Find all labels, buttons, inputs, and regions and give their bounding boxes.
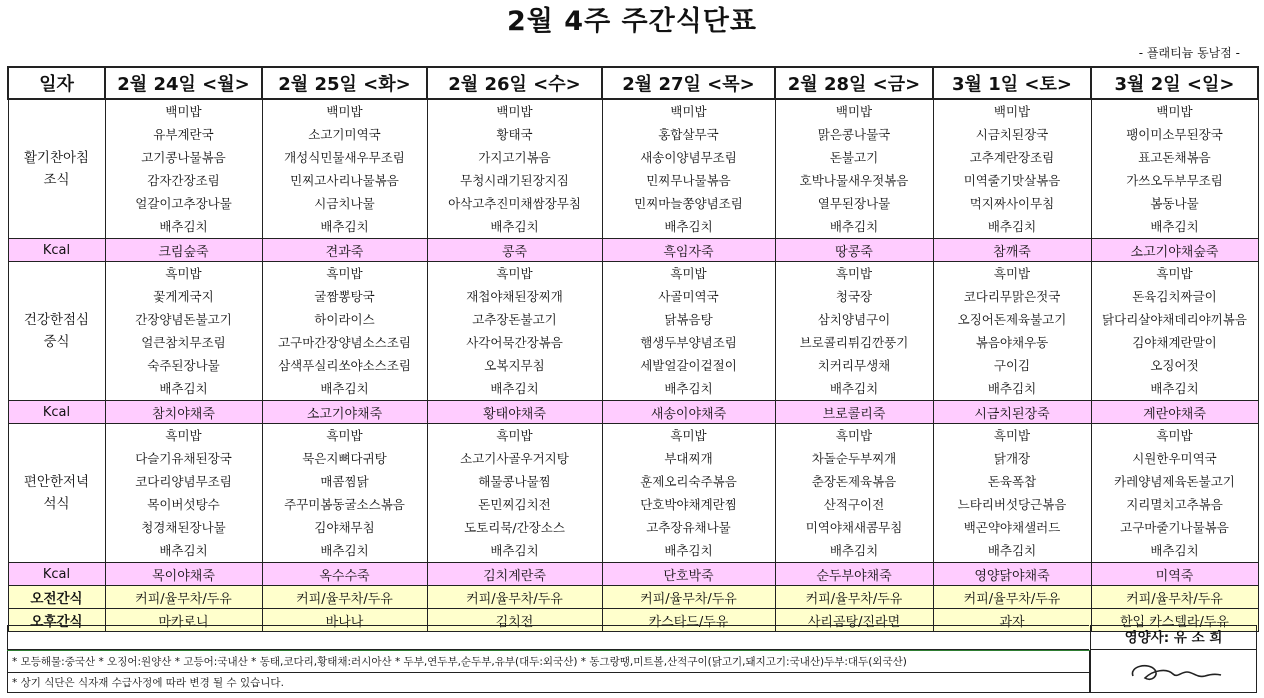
dish-item: 백미밥 xyxy=(670,104,707,119)
dish-item: 간장양념돈불고기 xyxy=(135,312,232,327)
morning-snack-cell: 커피/율무차/두유 xyxy=(262,586,427,609)
dish-item: 춘장돈제육볶음 xyxy=(811,474,897,489)
kcal-label: Kcal xyxy=(8,239,105,262)
breakfast-row xyxy=(8,99,1258,239)
afternoon-snack-cell: 카스타드/두유 xyxy=(602,609,775,632)
dish-item: 민찌무나물볶음 xyxy=(646,173,731,188)
dish-item: 호박나물새우젓볶음 xyxy=(799,173,909,188)
dish-item: 백미밥 xyxy=(165,104,202,119)
porridge-cell: 참깨죽 xyxy=(933,239,1091,262)
day-header: 2월 24일 <월> xyxy=(105,67,262,99)
dish-item: 고추계란장조림 xyxy=(969,150,1055,165)
porridge-cell: 흑임자죽 xyxy=(602,239,775,262)
dish-item: 흑미밥 xyxy=(496,428,533,443)
blank-note-row xyxy=(7,625,1089,650)
breakfast-menu-cell xyxy=(775,99,933,239)
porridge-cell: 황태야채죽 xyxy=(427,401,602,424)
dish-item: 다슬기유채된장국 xyxy=(135,451,232,466)
dish-item: 숙주된장나물 xyxy=(147,358,220,373)
dish-item: 소고기미역국 xyxy=(308,127,381,142)
dish-item: 치커리무생채 xyxy=(817,358,891,373)
dinner-menu-cell xyxy=(602,424,775,563)
dish-item: 지리멸치고추볶음 xyxy=(1126,497,1223,512)
dish-item: 코다리양념무조림 xyxy=(135,474,232,489)
lunch-menu-cell xyxy=(427,262,602,401)
dish-item: 배추김치 xyxy=(987,543,1037,558)
dish-item: 브로콜리튀김깐풍기 xyxy=(799,335,909,350)
porridge-cell: 단호박죽 xyxy=(602,563,775,586)
lunch-menu-cell xyxy=(602,262,775,401)
dinner-label xyxy=(8,424,105,563)
dish-item: 고추장돈불고기 xyxy=(472,312,557,327)
dish-item: 흑미밥 xyxy=(496,266,533,281)
dish-item: 돈육김치짜글이 xyxy=(1132,289,1217,304)
dietitian-name: 영양사: 유 소 희 xyxy=(1090,625,1257,650)
dish-item: 오복지무침 xyxy=(484,358,545,373)
morning-snack-cell: 커피/율무차/두유 xyxy=(933,586,1091,609)
dish-item: 산적구이전 xyxy=(823,497,885,512)
dinner-menu-cell xyxy=(775,424,933,563)
dish-item: 백미밥 xyxy=(835,104,873,119)
porridge-cell: 시금치된장죽 xyxy=(933,401,1091,424)
dish-item: 백미밥 xyxy=(326,104,363,119)
dish-item: 배추김치 xyxy=(320,543,369,558)
afternoon-snack-cell: 마카로니 xyxy=(105,609,262,632)
meal-label-main: 활기찬아침 xyxy=(23,150,90,166)
dish-item: 김야채무침 xyxy=(314,520,375,535)
breakfast-menu-cell xyxy=(427,99,602,239)
morning-snack-label: 오전간식 xyxy=(8,586,105,609)
dish-item: 느타리버섯당근볶음 xyxy=(957,497,1067,512)
dish-item: 꽃게게국지 xyxy=(153,289,214,304)
dish-item: 고구마줄기나물볶음 xyxy=(1120,520,1229,535)
dish-item: 목이버섯탕수 xyxy=(147,497,220,512)
dish-item: 아삭고추진미채쌈장무침 xyxy=(448,196,581,211)
porridge-cell: 소고기야채숲죽 xyxy=(1091,239,1258,262)
dish-item: 미역야채새콤무침 xyxy=(805,520,903,535)
dish-item: 얼갈이고추장나물 xyxy=(135,196,232,211)
dish-item: 흑미밥 xyxy=(835,428,873,443)
dish-item: 흑미밥 xyxy=(165,428,202,443)
breakfast-menu-cell xyxy=(105,99,262,239)
dish-item: 흑미밥 xyxy=(1156,266,1193,281)
day-header: 2월 25일 <화> xyxy=(262,67,427,99)
dish-item: 유부계란국 xyxy=(153,127,214,142)
lunch-menu-cell xyxy=(262,262,427,401)
dish-item: 감자간장조림 xyxy=(147,173,220,188)
dinner-row xyxy=(8,424,1258,563)
dish-item: 백미밥 xyxy=(496,104,533,119)
dish-item: 사각어묵간장볶음 xyxy=(466,335,563,350)
dish-item: 흑미밥 xyxy=(670,266,707,281)
dish-item: 김야채계란말이 xyxy=(1132,335,1217,350)
dish-item: 시금치된장국 xyxy=(975,127,1049,142)
dish-item: 배추김치 xyxy=(829,219,879,234)
dish-item: 배추김치 xyxy=(320,381,369,396)
meal-label-main: 편안한저녁 xyxy=(23,474,90,490)
dish-item: 배추김치 xyxy=(664,381,713,396)
dish-item: 카레양념제육돈불고기 xyxy=(1114,474,1235,489)
day-header: 2월 26일 <수> xyxy=(427,67,602,99)
dish-item: 배추김치 xyxy=(159,543,208,558)
change-note: * 상기 식단은 식자재 수급사정에 따라 변경 될 수 있습니다. xyxy=(7,673,1090,693)
dish-item: 배추김치 xyxy=(159,219,208,234)
date-header: 일자 xyxy=(8,67,105,99)
dish-item: 볶음야채우동 xyxy=(975,335,1049,350)
porridge-cell: 순두부야채죽 xyxy=(775,563,933,586)
porridge-cell: 목이야채죽 xyxy=(105,563,262,586)
branch-name: - 플래티늄 동남점 - xyxy=(1138,46,1240,60)
kcal-label: Kcal xyxy=(8,563,105,586)
dish-item: 돈불고기 xyxy=(829,150,879,165)
dish-item: 배추김치 xyxy=(987,381,1037,396)
morning-snack-cell: 커피/율무차/두유 xyxy=(105,586,262,609)
dish-item: 배추김치 xyxy=(664,219,713,234)
porridge-cell: 계란야채죽 xyxy=(1091,401,1258,424)
dish-item: 도토리묵/간장소스 xyxy=(464,520,565,535)
dinner-menu-cell xyxy=(105,424,262,563)
dish-item: 흑미밥 xyxy=(670,428,707,443)
dinner-menu-cell xyxy=(262,424,427,563)
porridge-cell: 김치계란죽 xyxy=(427,563,602,586)
dish-item: 흑미밥 xyxy=(165,266,202,281)
afternoon-snack-cell: 과자 xyxy=(933,609,1091,632)
dish-item: 가쓰오두부무조림 xyxy=(1126,173,1223,188)
day-header: 2월 27일 <목> xyxy=(602,67,775,99)
day-header: 3월 2일 <일> xyxy=(1091,67,1258,99)
dish-item: 홍합살무국 xyxy=(658,127,719,142)
porridge-cell: 참치야채죽 xyxy=(105,401,262,424)
porridge-cell: 미역죽 xyxy=(1091,563,1258,586)
kcal-label: Kcal xyxy=(8,401,105,424)
porridge-cell: 땅콩죽 xyxy=(775,239,933,262)
morning-snack-cell: 커피/율무차/두유 xyxy=(775,586,933,609)
dish-item: 배추김치 xyxy=(829,543,879,558)
porridge-cell: 옥수수죽 xyxy=(262,563,427,586)
signature-box xyxy=(1090,650,1257,693)
dish-item: 배추김치 xyxy=(320,219,369,234)
dinner-porridge-row xyxy=(8,563,1258,586)
dish-item: 배추김치 xyxy=(159,381,208,396)
lunch-label xyxy=(8,262,105,401)
dish-item: 배추김치 xyxy=(490,219,539,234)
dish-item: 봄동나물 xyxy=(1150,196,1199,211)
dish-item: 닭다리살야채데리야끼볶음 xyxy=(1102,312,1247,327)
lunch-menu-cell xyxy=(933,262,1091,401)
porridge-cell: 영양닭야채죽 xyxy=(933,563,1091,586)
meal-label-sub: 조식 xyxy=(43,172,70,188)
dish-item: 고추장유채나물 xyxy=(646,520,731,535)
afternoon-snack-cell: 사리곰탕/진라면 xyxy=(775,609,933,632)
dish-item: 흑미밥 xyxy=(326,428,363,443)
dish-item: 재첩야채된장찌개 xyxy=(466,289,563,304)
dish-item: 구이김 xyxy=(993,358,1031,373)
dish-item: 흑미밥 xyxy=(993,266,1031,281)
meal-label-sub: 석식 xyxy=(43,496,70,512)
dish-item: 흑미밥 xyxy=(1156,428,1193,443)
dish-item: 굴짬뽕탕국 xyxy=(314,289,375,304)
dish-item: 배추김치 xyxy=(490,381,539,396)
breakfast-label xyxy=(8,99,105,239)
dish-item: 백곤약야채샐러드 xyxy=(963,520,1061,535)
dish-item: 삼색푸실리쏘야소스조림 xyxy=(278,358,411,373)
day-header: 2월 28일 <금> xyxy=(775,67,933,99)
lunch-menu-cell xyxy=(105,262,262,401)
porridge-cell: 콩죽 xyxy=(427,239,602,262)
dish-item: 미역줄기맛살볶음 xyxy=(963,173,1061,188)
morning-snack-cell: 커피/율무차/두유 xyxy=(602,586,775,609)
dish-item: 고기콩나물볶음 xyxy=(141,150,226,165)
page-title: 2월 4주 주간식단표 xyxy=(507,6,757,37)
dish-item: 시금치나물 xyxy=(314,196,375,211)
dish-item: 흑미밥 xyxy=(326,266,363,281)
dish-item: 청경채된장나물 xyxy=(141,520,226,535)
dish-item: 오징어젓 xyxy=(1150,358,1199,373)
dish-item: 돈민찌김치전 xyxy=(478,497,551,512)
meal-label-main: 건강한점심 xyxy=(23,312,90,328)
breakfast-menu-cell xyxy=(262,99,427,239)
breakfast-menu-cell xyxy=(602,99,775,239)
porridge-cell: 크림숲죽 xyxy=(105,239,262,262)
origin-note: * 모등해물:중국산 * 오징어:원양산 * 고등어:국내산 * 동태,코다리,황태채:러시아산 * 두부,연두부,순두부,유부(대두:외국산) * 동그랑땡,미트볼,산적구이(닭고기,돼지고기:국내산)두부:대두(외국산) xyxy=(7,651,1090,673)
footer xyxy=(7,625,1257,693)
afternoon-snack-cell: 바나나 xyxy=(262,609,427,632)
afternoon-snack-label: 오후간식 xyxy=(8,609,105,632)
dish-item: 배추김치 xyxy=(987,219,1037,234)
afternoon-snack-cell: 한입 카스텔라/두유 xyxy=(1091,609,1258,632)
breakfast-menu-cell xyxy=(933,99,1091,239)
dish-item: 닭개장 xyxy=(993,451,1031,466)
dish-item: 코다리무맑은젓국 xyxy=(963,289,1061,304)
dish-item: 매콤찜닭 xyxy=(320,474,369,489)
dish-item: 오징어돈제육불고기 xyxy=(957,312,1067,327)
dish-item: 하이라이스 xyxy=(314,312,375,327)
dish-item: 배추김치 xyxy=(829,381,879,396)
day-header: 3월 1일 <토> xyxy=(933,67,1091,99)
weekly-menu-table xyxy=(7,66,1259,632)
dish-item: 배추김치 xyxy=(1150,219,1199,234)
dish-item: 단호박야채계란찜 xyxy=(640,497,737,512)
dish-item: 표고돈채볶음 xyxy=(1138,150,1211,165)
dish-item: 소고기사골우거지탕 xyxy=(460,451,569,466)
dish-item: 시원한우미역국 xyxy=(1132,451,1217,466)
dish-item: 부대찌개 xyxy=(664,451,713,466)
header-row xyxy=(8,67,1258,99)
dish-item: 햄생두부양념조림 xyxy=(640,335,737,350)
dish-item: 민찌고사리나물볶음 xyxy=(290,173,399,188)
dinner-menu-cell xyxy=(933,424,1091,563)
signature-image xyxy=(1127,656,1223,688)
lunch-menu-cell xyxy=(775,262,933,401)
dish-item: 배추김치 xyxy=(1150,543,1199,558)
dish-item: 개성식민물새우무조림 xyxy=(284,150,405,165)
breakfast-porridge-row xyxy=(8,239,1258,262)
dish-item: 흑미밥 xyxy=(993,428,1031,443)
meal-label-sub: 중식 xyxy=(43,334,70,350)
dish-item: 얼큰참치무조림 xyxy=(141,335,226,350)
dish-item: 맑은콩나물국 xyxy=(817,127,891,142)
porridge-cell: 견과죽 xyxy=(262,239,427,262)
morning-snack-row xyxy=(8,586,1258,609)
dish-item: 먹지짜사이무침 xyxy=(969,196,1055,211)
dish-item: 황태국 xyxy=(496,127,533,142)
dish-item: 삼치양념구이 xyxy=(817,312,891,327)
dish-item: 민찌마늘쫑양념조림 xyxy=(634,196,743,211)
dish-item: 주꾸미봄동굴소스볶음 xyxy=(284,497,405,512)
dish-item: 배추김치 xyxy=(664,543,713,558)
porridge-cell: 브로콜리죽 xyxy=(775,401,933,424)
dish-item: 배추김치 xyxy=(490,543,539,558)
dish-item: 세발얼갈이겉절이 xyxy=(640,358,737,373)
afternoon-snack-cell: 김치전 xyxy=(427,609,602,632)
dish-item: 가지고기볶음 xyxy=(478,150,551,165)
dish-item: 사골미역국 xyxy=(658,289,719,304)
dish-item: 묵은지뼈다귀탕 xyxy=(302,451,387,466)
dish-item: 열무된장나물 xyxy=(817,196,891,211)
dinner-menu-cell xyxy=(427,424,602,563)
dish-item: 백미밥 xyxy=(1156,104,1193,119)
dish-item: 새송이양념무조림 xyxy=(640,150,737,165)
dish-item: 청국장 xyxy=(835,289,873,304)
breakfast-menu-cell xyxy=(1091,99,1258,239)
dish-item: 배추김치 xyxy=(1150,381,1199,396)
lunch-porridge-row xyxy=(8,401,1258,424)
porridge-cell: 새송이야채죽 xyxy=(602,401,775,424)
dish-item: 무청시래기된장지짐 xyxy=(460,173,569,188)
dish-item: 백미밥 xyxy=(993,104,1031,119)
porridge-cell: 소고기야채죽 xyxy=(262,401,427,424)
lunch-row xyxy=(8,262,1258,401)
lunch-menu-cell xyxy=(1091,262,1258,401)
dish-item: 돈육폭찹 xyxy=(987,474,1037,489)
dish-item: 팽이미소무된장국 xyxy=(1126,127,1223,142)
dish-item: 해물콩나물찜 xyxy=(478,474,551,489)
dish-item: 차돌순두부찌개 xyxy=(811,451,897,466)
dinner-menu-cell xyxy=(1091,424,1258,563)
dish-item: 흑미밥 xyxy=(835,266,873,281)
dish-item: 닭볶음탕 xyxy=(664,312,713,327)
dish-item: 훈제오리숙주볶음 xyxy=(640,474,737,489)
morning-snack-cell: 커피/율무차/두유 xyxy=(427,586,602,609)
morning-snack-cell: 커피/율무차/두유 xyxy=(1091,586,1258,609)
dish-item: 고구마간장양념소스조림 xyxy=(278,335,411,350)
